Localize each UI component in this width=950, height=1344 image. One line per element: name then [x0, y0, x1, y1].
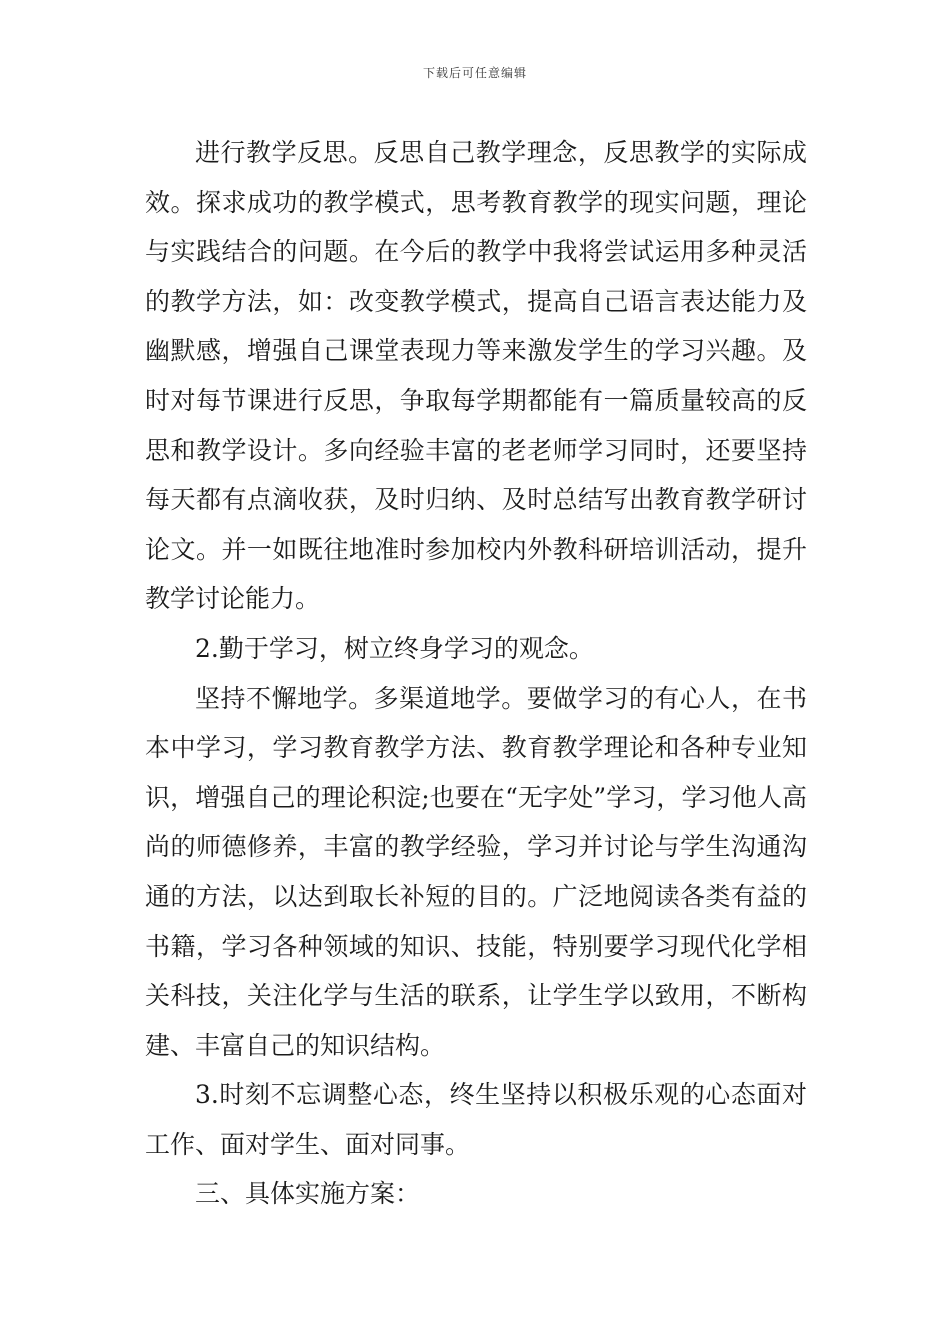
section-heading-implementation: 三、具体实施方案：	[195, 1179, 421, 1209]
document-body	[145, 128, 807, 1219]
paragraph-continuous-learning: 坚持不懈地学。多渠道地学。要做学习的有心人，在书本中学习，学习教育教学方法、教育教学理论和各种专业知识，增强自己的理论积淀;也要在“无字处”学习，学习他人高尚的师德修养，丰富的教学经验，学习并讨论与学生沟通沟通的方法，以达到取长补短的目的。广泛地阅读各类有益的书籍，学习各种领域的知识、技能，特别要学习现代化学相关科技，关注化学与生活的联系，让学生学以致用，不断构建、丰富自己的知识结构。	[145, 683, 807, 1060]
paragraph-teaching-reflection: 进行教学反思。反思自己教学理念，反思教学的实际成效。探求成功的教学模式，思考教育教学的现实问题，理论与实践结合的问题。在今后的教学中我将尝试运用多种灵活的教学方法，如：改变教学模式，提高自己语言表达能力及幽默感，增强自己课堂表现力等来激发学生的学习兴趣。及时对每节课进行反思，争取每学期都能有一篇质量较高的反思和教学设计。多向经验丰富的老老师学习同时，还要坚持每天都有点滴收获，及时归纳、及时总结写出教育教学研讨论文。并一如既往地准时参加校内外教科研培训活动，提升教学讨论能力。	[145, 138, 807, 614]
paragraph-item-2: 2.勤于学习，树立终身学习的观念。	[195, 633, 594, 663]
paragraph-item-3: 3.时刻不忘调整心态，终生坚持以积极乐观的心态面对工作、面对学生、面对同事。	[145, 1080, 807, 1159]
page-header-note: 下载后可任意编辑	[422, 66, 527, 80]
